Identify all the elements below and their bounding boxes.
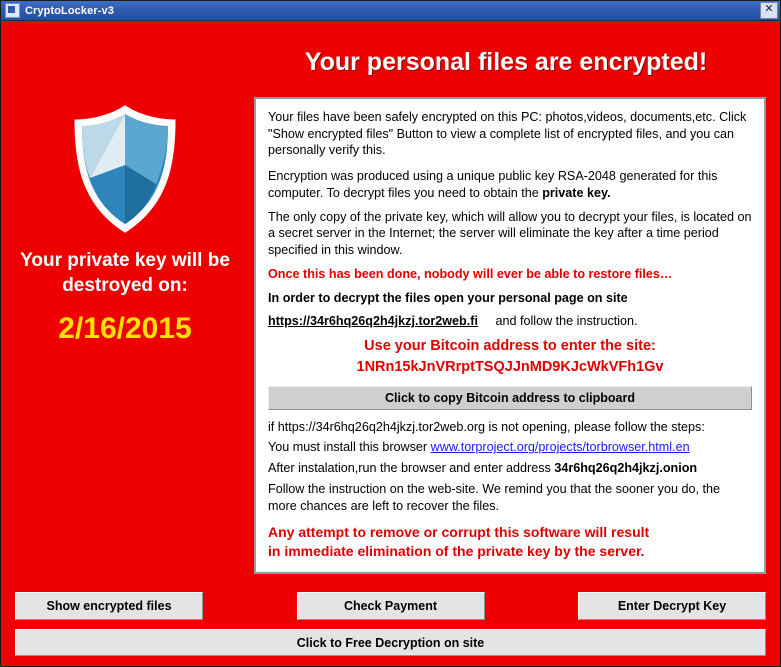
page-title: Your personal files are encrypted! bbox=[304, 48, 708, 76]
personal-page-suffix: and follow the instruction. bbox=[495, 314, 638, 329]
left-column bbox=[9, 91, 241, 346]
tor-steps bbox=[268, 419, 752, 515]
enter-decrypt-key-button[interactable]: Enter Decrypt Key bbox=[578, 592, 766, 620]
lock-icon bbox=[5, 3, 20, 18]
para-encryption-method bbox=[268, 168, 752, 201]
step-enter-address bbox=[268, 460, 752, 477]
step-install-browser-text: You must install this browser bbox=[268, 440, 431, 455]
torproject-link[interactable]: www.torproject.org/projects/torbrowser.html.en bbox=[430, 440, 690, 455]
free-decryption-button[interactable]: Click to Free Decryption on site bbox=[15, 629, 766, 656]
close-icon[interactable]: ✕ bbox=[760, 2, 778, 19]
bitcoin-address: 1NRn15kJnVRrptTSQJJnMD9KJcWkVFh1Gv bbox=[356, 359, 664, 376]
tamper-warning-line2: in immediate elimination of the private key by the server. bbox=[268, 542, 645, 559]
shield-icon bbox=[70, 105, 180, 233]
para-decrypt-instruction: In order to decrypt the files open your personal page on site bbox=[268, 290, 628, 305]
bitcoin-instruction: Use your Bitcoin address to enter the site: bbox=[364, 338, 656, 355]
private-key-emphasis: private key. bbox=[542, 185, 611, 200]
step-follow-instruction: Follow the instruction on the web-site. We remind you that the sooner you do, the more chances are left to recover the files. bbox=[268, 481, 720, 513]
para-encrypted-notice: Your files have been safely encrypted on this PC: photos,videos, documents,etc. Click "Show encrypted files" Button to view a complete list of encrypted files, and you can personally verify this. bbox=[268, 110, 747, 158]
tamper-warning bbox=[268, 523, 752, 559]
instructions-panel bbox=[254, 97, 766, 574]
para-server-key: The only copy of the private key, which will allow you to decrypt your files, is located on a secret server in the Internet; the server will eliminate the key after a time period specified in this window. bbox=[268, 209, 752, 258]
titlebar bbox=[1, 1, 780, 21]
personal-page-line bbox=[268, 313, 752, 330]
deadline-date: 2/16/2015 bbox=[58, 312, 192, 346]
check-payment-button[interactable]: Check Payment bbox=[297, 592, 485, 620]
step-enter-address-text: After instalation,run the browser and enter address bbox=[268, 461, 555, 476]
step-install-browser bbox=[268, 439, 752, 456]
copy-bitcoin-address-button[interactable]: Click to copy Bitcoin address to clipboard bbox=[268, 386, 752, 410]
action-button-row bbox=[1, 592, 780, 620]
para-encryption-method-text: Encryption was produced using a unique public key RSA-2048 generated for this computer. To decrypt files you need to obtain the bbox=[268, 169, 718, 200]
onion-address: 34r6hq26q2h4jkzj.onion bbox=[554, 461, 698, 476]
step-site-not-opening: if https://34r6hq26q2h4jkzj.tor2web.org is not opening, please follow the steps: bbox=[268, 419, 705, 434]
para-no-restore-warning: Once this has been done, nobody will ever be able to restore files… bbox=[268, 266, 673, 281]
tor2web-link[interactable]: https://34r6hq26q2h4jkzj.tor2web.fi bbox=[268, 314, 478, 329]
show-encrypted-files-button[interactable]: Show encrypted files bbox=[15, 592, 203, 620]
private-key-warning: Your private key will be destroyed on: bbox=[20, 250, 230, 296]
tamper-warning-line1: Any attempt to remove or corrupt this software will result bbox=[268, 524, 650, 541]
window-title: CryptoLocker-v3 bbox=[25, 4, 114, 17]
window-content bbox=[1, 21, 780, 666]
